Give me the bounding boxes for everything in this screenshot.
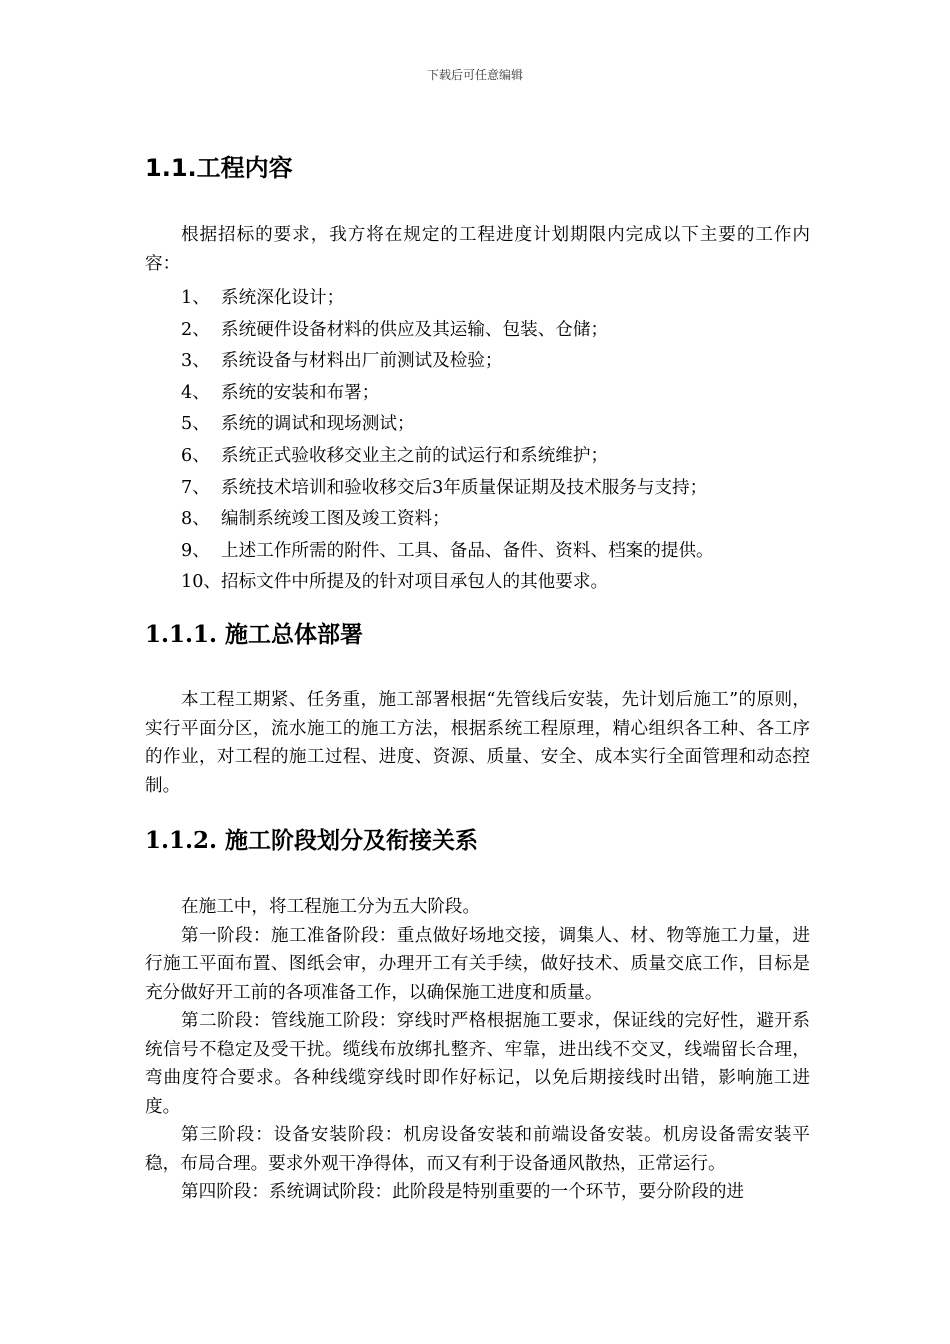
stage-4-paragraph: 第四阶段：系统调试阶段：此阶段是特别重要的一个环节，要分阶段的进 bbox=[181, 1182, 745, 1202]
section-title-1-1-2: 1.1.2. 施工阶段划分及衔接关系 bbox=[145, 827, 479, 854]
list-item: 10、招标文件中所提及的针对项目承包人的其他要求。 bbox=[181, 572, 609, 593]
list-item: 4、 系统的安装和布署； bbox=[181, 382, 380, 403]
stage-2-paragraph: 第二阶段：管线施工阶段：穿线时严格根据施工要求，保证线的完好性，避开系统信号不稳定及受干扰。缆线布放绑扎整齐、牢靠，进出线不交叉，线端留长合理，弯曲度符合要求。各种线缆穿线时即作好标记，以免后期接线时出错，影响施工进度。 bbox=[145, 1011, 810, 1117]
section-title-1-1-1: 1.1.1. 施工总体部署 bbox=[145, 621, 364, 648]
stage-3-paragraph: 第三阶段：设备安装阶段：机房设备安装和前端设备安装。机房设备需安装平稳，布局合理。要求外观干净得体，而又有利于设备通风散热，正常运行。 bbox=[145, 1125, 810, 1174]
list-item: 9、 上述工作所需的附件、工具、备品、备件、资料、档案的提供。 bbox=[181, 540, 714, 561]
list-item: 7、 系统技术培训和验收移交后3年质量保证期及技术服务与支持； bbox=[181, 477, 708, 498]
list-item: 8、 编制系统竣工图及竣工资料； bbox=[181, 509, 450, 530]
section-1-1-intro: 根据招标的要求，我方将在规定的工程进度计划期限内完成以下主要的工作内容： bbox=[145, 225, 810, 274]
work-content-list bbox=[181, 283, 811, 599]
list-item: 1、 系统深化设计； bbox=[181, 288, 345, 308]
list-item: 6、 系统正式验收移交业主之前的试运行和系统维护； bbox=[181, 445, 609, 466]
section-1-1-1-body: 本工程工期紧、任务重，施工部署根据“先管线后安装，先计划后施工”的原则，实行平面分区，流水施工的施工方法，根据系统工程原理，精心组织各工种、各工序的作业，对工程的施工过程、进度、资源、质量、安全、成本实行全面管理和动态控制。 bbox=[145, 690, 810, 796]
list-item: 5、 系统的调试和现场测试； bbox=[181, 414, 415, 435]
stage-intro-paragraph: 在施工中，将工程施工分为五大阶段。 bbox=[181, 897, 481, 917]
page-header: 下载后可任意编辑 bbox=[426, 68, 523, 82]
list-item: 3、 系统设备与材料出厂前测试及检验； bbox=[181, 351, 503, 372]
section-title-1-1: 1.1.工程内容 bbox=[145, 154, 293, 182]
stage-1-paragraph: 第一阶段：施工准备阶段：重点做好场地交接，调集人、材、物等施工力量，进行施工平面布置、图纸会审，办理开工有关手续，做好技术、质量交底工作，目标是充分做好开工前的各项准备工作，以确保施工进度和质量。 bbox=[145, 925, 810, 1003]
list-item: 2、 系统硬件设备材料的供应及其运输、包装、仓储； bbox=[181, 319, 609, 340]
